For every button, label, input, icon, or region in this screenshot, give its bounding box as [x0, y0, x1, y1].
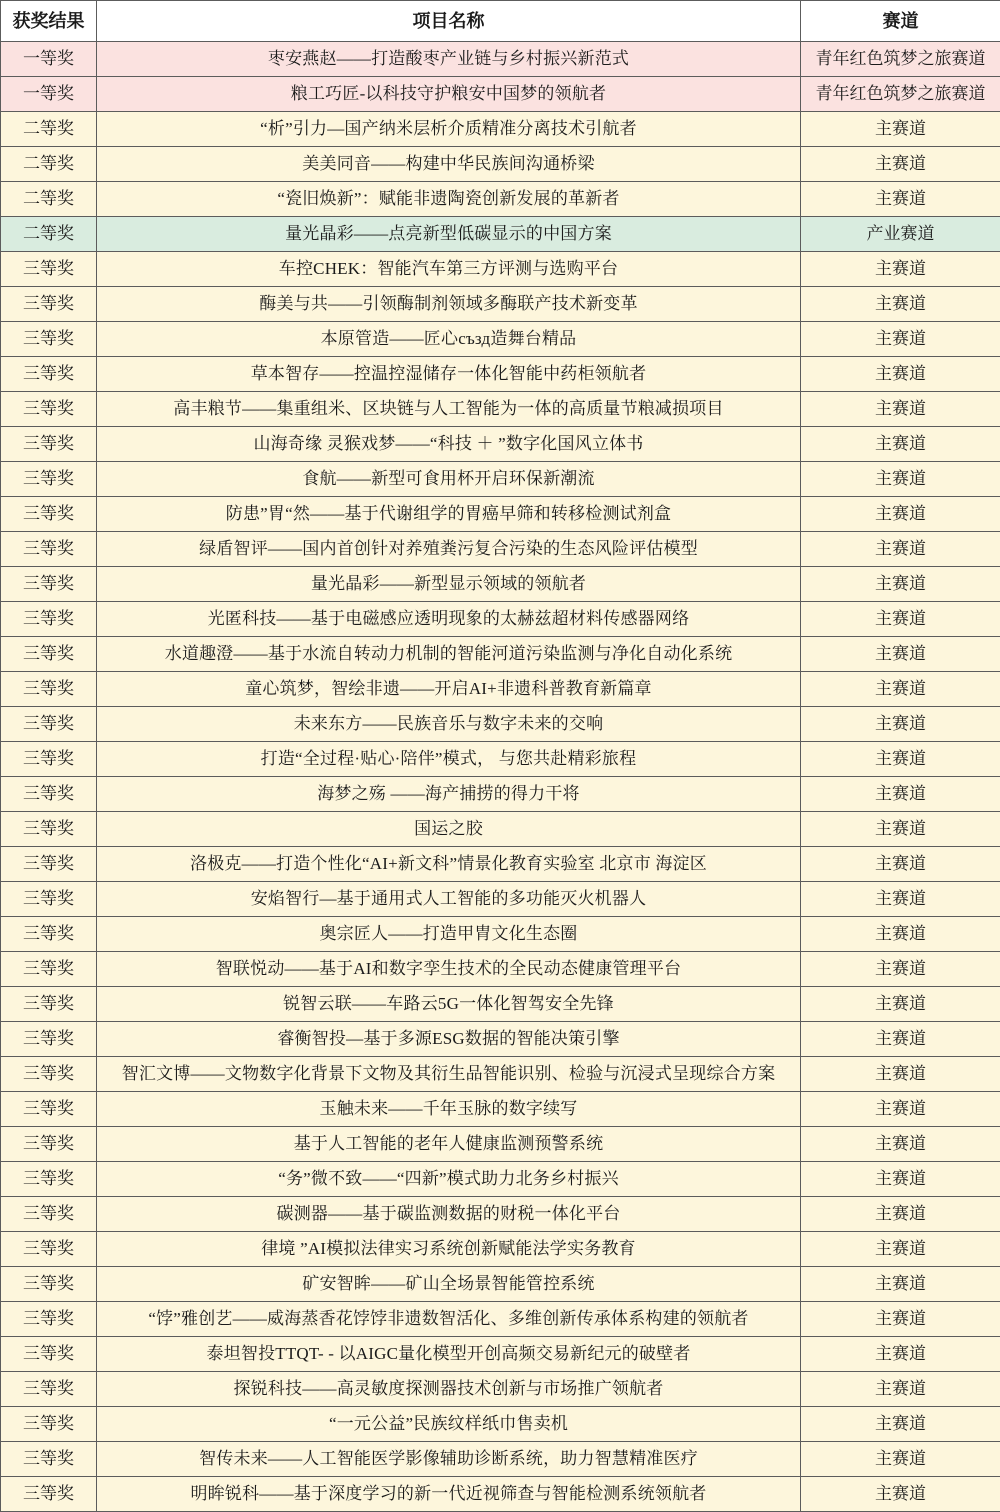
- cell-project-name: 量光晶彩——新型显示领域的领航者: [97, 567, 801, 602]
- cell-track: 主赛道: [801, 987, 1000, 1022]
- table-row: [1, 462, 1000, 497]
- cell-track: 主赛道: [801, 1162, 1000, 1197]
- table-row: [1, 1267, 1000, 1302]
- cell-track: 主赛道: [801, 1477, 1000, 1512]
- cell-project-name: 睿衡智投—基于多源ESG数据的智能决策引擎: [97, 1022, 801, 1057]
- cell-award-result: 三等奖: [1, 672, 97, 707]
- table-row: [1, 497, 1000, 532]
- cell-project-name: 智传未来——人工智能医学影像辅助诊断系统，助力智慧精准医疗: [97, 1442, 801, 1477]
- cell-award-result: 三等奖: [1, 1127, 97, 1162]
- cell-track: 主赛道: [801, 917, 1000, 952]
- table-row: [1, 672, 1000, 707]
- cell-track: 主赛道: [801, 1232, 1000, 1267]
- table-row: [1, 602, 1000, 637]
- cell-award-result: 三等奖: [1, 252, 97, 287]
- cell-track: 主赛道: [801, 1337, 1000, 1372]
- cell-project-name: 基于人工智能的老年人健康监测预警系统: [97, 1127, 801, 1162]
- table-row: [1, 742, 1000, 777]
- cell-award-result: 一等奖: [1, 77, 97, 112]
- table-row: [1, 322, 1000, 357]
- cell-project-name: 绿盾智评——国内首创针对养殖粪污复合污染的生态风险评估模型: [97, 532, 801, 567]
- cell-project-name: 锐智云联——车路云5G一体化智驾安全先锋: [97, 987, 801, 1022]
- cell-project-name: 本原管造——匠心създ造舞台精品: [97, 322, 801, 357]
- table-row: [1, 707, 1000, 742]
- cell-track: 主赛道: [801, 322, 1000, 357]
- cell-track: 主赛道: [801, 602, 1000, 637]
- cell-track: 青年红色筑梦之旅赛道: [801, 42, 1000, 77]
- cell-award-result: 三等奖: [1, 917, 97, 952]
- cell-track: 主赛道: [801, 1372, 1000, 1407]
- cell-project-name: 食航——新型可食用杯开启环保新潮流: [97, 462, 801, 497]
- table-row: [1, 567, 1000, 602]
- cell-track: 主赛道: [801, 1022, 1000, 1057]
- cell-project-name: 探锐科技——高灵敏度探测器技术创新与市场推广领航者: [97, 1372, 801, 1407]
- table-row: [1, 1302, 1000, 1337]
- table-row: [1, 812, 1000, 847]
- cell-award-result: 三等奖: [1, 1232, 97, 1267]
- table-row: [1, 777, 1000, 812]
- cell-track: 主赛道: [801, 182, 1000, 217]
- cell-project-name: 泰坦智投TTQT- - 以AIGC量化模型开创高频交易新纪元的破壁者: [97, 1337, 801, 1372]
- cell-award-result: 三等奖: [1, 1477, 97, 1512]
- cell-track: 主赛道: [801, 707, 1000, 742]
- table-row: [1, 1162, 1000, 1197]
- cell-project-name: 童心筑梦，智绘非遗——开启AI+非遗科普教育新篇章: [97, 672, 801, 707]
- cell-project-name: “饽”雅创艺——威海蒸香花饽饽非遗数智活化、多维创新传承体系构建的领航者: [97, 1302, 801, 1337]
- table-row: [1, 182, 1000, 217]
- cell-track: 主赛道: [801, 1127, 1000, 1162]
- cell-track: 主赛道: [801, 637, 1000, 672]
- cell-award-result: 三等奖: [1, 882, 97, 917]
- cell-award-result: 三等奖: [1, 1407, 97, 1442]
- cell-award-result: 二等奖: [1, 147, 97, 182]
- cell-track: 主赛道: [801, 112, 1000, 147]
- cell-award-result: 三等奖: [1, 287, 97, 322]
- cell-track: 主赛道: [801, 1092, 1000, 1127]
- cell-project-name: 智联悦动——基于AI和数字孪生技术的全民动态健康管理平台: [97, 952, 801, 987]
- table-row: [1, 637, 1000, 672]
- cell-track: 主赛道: [801, 672, 1000, 707]
- cell-award-result: 二等奖: [1, 182, 97, 217]
- cell-award-result: 三等奖: [1, 1092, 97, 1127]
- cell-project-name: “务”微不致——“四新”模式助力北务乡村振兴: [97, 1162, 801, 1197]
- cell-project-name: 光匿科技——基于电磁感应透明现象的太赫兹超材料传感器网络: [97, 602, 801, 637]
- table-row: [1, 532, 1000, 567]
- cell-track: 主赛道: [801, 1197, 1000, 1232]
- cell-award-result: 三等奖: [1, 637, 97, 672]
- cell-project-name: 洛极克——打造个性化“AI+新文科”情景化教育实验室 北京市 海淀区: [97, 847, 801, 882]
- cell-project-name: 高丰粮节——集重组米、区块链与人工智能为一体的高质量节粮减损项目: [97, 392, 801, 427]
- cell-award-result: 三等奖: [1, 567, 97, 602]
- cell-award-result: 三等奖: [1, 602, 97, 637]
- cell-track: 主赛道: [801, 392, 1000, 427]
- table-row: [1, 1092, 1000, 1127]
- cell-track: 主赛道: [801, 567, 1000, 602]
- cell-project-name: 明眸锐科——基于深度学习的新一代近视筛查与智能检测系统领航者: [97, 1477, 801, 1512]
- cell-track: 主赛道: [801, 357, 1000, 392]
- cell-award-result: 一等奖: [1, 42, 97, 77]
- table-row: [1, 217, 1000, 252]
- cell-project-name: 枣安燕赵——打造酸枣产业链与乡村振兴新范式: [97, 42, 801, 77]
- cell-track: 主赛道: [801, 742, 1000, 777]
- cell-project-name: “瓷旧焕新”：赋能非遗陶瓷创新发展的革新者: [97, 182, 801, 217]
- cell-award-result: 三等奖: [1, 1162, 97, 1197]
- table-row: [1, 112, 1000, 147]
- table-row: [1, 77, 1000, 112]
- cell-track: 主赛道: [801, 882, 1000, 917]
- cell-project-name: 奥宗匠人——打造甲胄文化生态圈: [97, 917, 801, 952]
- table-row: [1, 1127, 1000, 1162]
- cell-project-name: 草本智存——控温控湿储存一体化智能中药柜领航者: [97, 357, 801, 392]
- table-row: [1, 287, 1000, 322]
- cell-project-name: 车控CHEK：智能汽车第三方评测与选购平台: [97, 252, 801, 287]
- cell-award-result: 三等奖: [1, 1197, 97, 1232]
- cell-award-result: 三等奖: [1, 427, 97, 462]
- cell-award-result: 三等奖: [1, 777, 97, 812]
- table-row: [1, 252, 1000, 287]
- table-row: [1, 392, 1000, 427]
- table-row: [1, 1057, 1000, 1092]
- cell-track: 主赛道: [801, 1442, 1000, 1477]
- cell-project-name: 粮工巧匠-以科技守护粮安中国梦的领航者: [97, 77, 801, 112]
- cell-award-result: 三等奖: [1, 392, 97, 427]
- table-row: [1, 1197, 1000, 1232]
- cell-award-result: 三等奖: [1, 707, 97, 742]
- cell-track: 主赛道: [801, 1057, 1000, 1092]
- cell-award-result: 三等奖: [1, 497, 97, 532]
- table-row: [1, 1477, 1000, 1512]
- cell-award-result: 三等奖: [1, 322, 97, 357]
- cell-track: 青年红色筑梦之旅赛道: [801, 77, 1000, 112]
- cell-track: 主赛道: [801, 427, 1000, 462]
- cell-award-result: 三等奖: [1, 847, 97, 882]
- cell-project-name: 国运之胶: [97, 812, 801, 847]
- cell-project-name: 律境 ”AI模拟法律实习系统创新赋能法学实务教育: [97, 1232, 801, 1267]
- table-row: [1, 847, 1000, 882]
- cell-award-result: 三等奖: [1, 812, 97, 847]
- cell-project-name: 未来东方——民族音乐与数字未来的交响: [97, 707, 801, 742]
- cell-track: 主赛道: [801, 812, 1000, 847]
- table-row: [1, 42, 1000, 77]
- table-row: [1, 882, 1000, 917]
- cell-award-result: 三等奖: [1, 952, 97, 987]
- table-row: [1, 427, 1000, 462]
- cell-track: 主赛道: [801, 462, 1000, 497]
- cell-track: 主赛道: [801, 1407, 1000, 1442]
- cell-award-result: 二等奖: [1, 112, 97, 147]
- table-row: [1, 147, 1000, 182]
- table-row: [1, 1337, 1000, 1372]
- cell-track: 主赛道: [801, 252, 1000, 287]
- cell-project-name: “析”引力—国产纳米层析介质精准分离技术引航者: [97, 112, 801, 147]
- table-row: [1, 917, 1000, 952]
- cell-project-name: 碳测器——基于碳监测数据的财税一体化平台: [97, 1197, 801, 1232]
- cell-project-name: 美美同音——构建中华民族间沟通桥梁: [97, 147, 801, 182]
- cell-track: 主赛道: [801, 1267, 1000, 1302]
- cell-award-result: 三等奖: [1, 1337, 97, 1372]
- cell-award-result: 二等奖: [1, 217, 97, 252]
- table-row: [1, 987, 1000, 1022]
- cell-track: 主赛道: [801, 952, 1000, 987]
- column-header-track: 赛道: [801, 1, 1000, 42]
- table-body: [1, 42, 1000, 1512]
- cell-project-name: 矿安智眸——矿山全场景智能管控系统: [97, 1267, 801, 1302]
- table-header: [1, 1, 1000, 42]
- cell-project-name: 玉触未来——千年玉脉的数字续写: [97, 1092, 801, 1127]
- cell-award-result: 三等奖: [1, 987, 97, 1022]
- cell-project-name: 防患”胃“然——基于代谢组学的胃癌早筛和转移检测试剂盒: [97, 497, 801, 532]
- cell-track: 主赛道: [801, 497, 1000, 532]
- cell-track: 产业赛道: [801, 217, 1000, 252]
- cell-track: 主赛道: [801, 147, 1000, 182]
- cell-track: 主赛道: [801, 847, 1000, 882]
- cell-award-result: 三等奖: [1, 1302, 97, 1337]
- table-header-row: [1, 1, 1000, 42]
- cell-track: 主赛道: [801, 777, 1000, 812]
- cell-track: 主赛道: [801, 287, 1000, 322]
- table-row: [1, 1407, 1000, 1442]
- cell-award-result: 三等奖: [1, 1057, 97, 1092]
- cell-project-name: 安焰智行—基于通用式人工智能的多功能灭火机器人: [97, 882, 801, 917]
- cell-project-name: 打造“全过程·贴心·陪伴”模式， 与您共赴精彩旅程: [97, 742, 801, 777]
- cell-award-result: 三等奖: [1, 532, 97, 567]
- cell-project-name: 量光晶彩——点亮新型低碳显示的中国方案: [97, 217, 801, 252]
- column-header-result: 获奖结果: [1, 1, 97, 42]
- table-row: [1, 357, 1000, 392]
- cell-award-result: 三等奖: [1, 1022, 97, 1057]
- cell-award-result: 三等奖: [1, 357, 97, 392]
- column-header-project-name: 项目名称: [97, 1, 801, 42]
- table-row: [1, 952, 1000, 987]
- cell-project-name: 海梦之殇 ——海产捕捞的得力干将: [97, 777, 801, 812]
- cell-track: 主赛道: [801, 532, 1000, 567]
- table-row: [1, 1232, 1000, 1267]
- cell-track: 主赛道: [801, 1302, 1000, 1337]
- cell-award-result: 三等奖: [1, 1442, 97, 1477]
- table-row: [1, 1372, 1000, 1407]
- cell-award-result: 三等奖: [1, 462, 97, 497]
- cell-award-result: 三等奖: [1, 1372, 97, 1407]
- table-row: [1, 1022, 1000, 1057]
- cell-project-name: “一元公益”民族纹样纸巾售卖机: [97, 1407, 801, 1442]
- cell-project-name: 水道趣澄——基于水流自转动力机制的智能河道污染监测与净化自动化系统: [97, 637, 801, 672]
- cell-award-result: 三等奖: [1, 1267, 97, 1302]
- cell-award-result: 三等奖: [1, 742, 97, 777]
- cell-project-name: 酶美与共——引领酶制剂领域多酶联产技术新变革: [97, 287, 801, 322]
- table-row: [1, 1442, 1000, 1477]
- cell-project-name: 山海奇缘 灵猴戏梦——“科技 ＋ ”数字化国风立体书: [97, 427, 801, 462]
- cell-project-name: 智汇文博——文物数字化背景下文物及其衍生品智能识别、检验与沉浸式呈现综合方案: [97, 1057, 801, 1092]
